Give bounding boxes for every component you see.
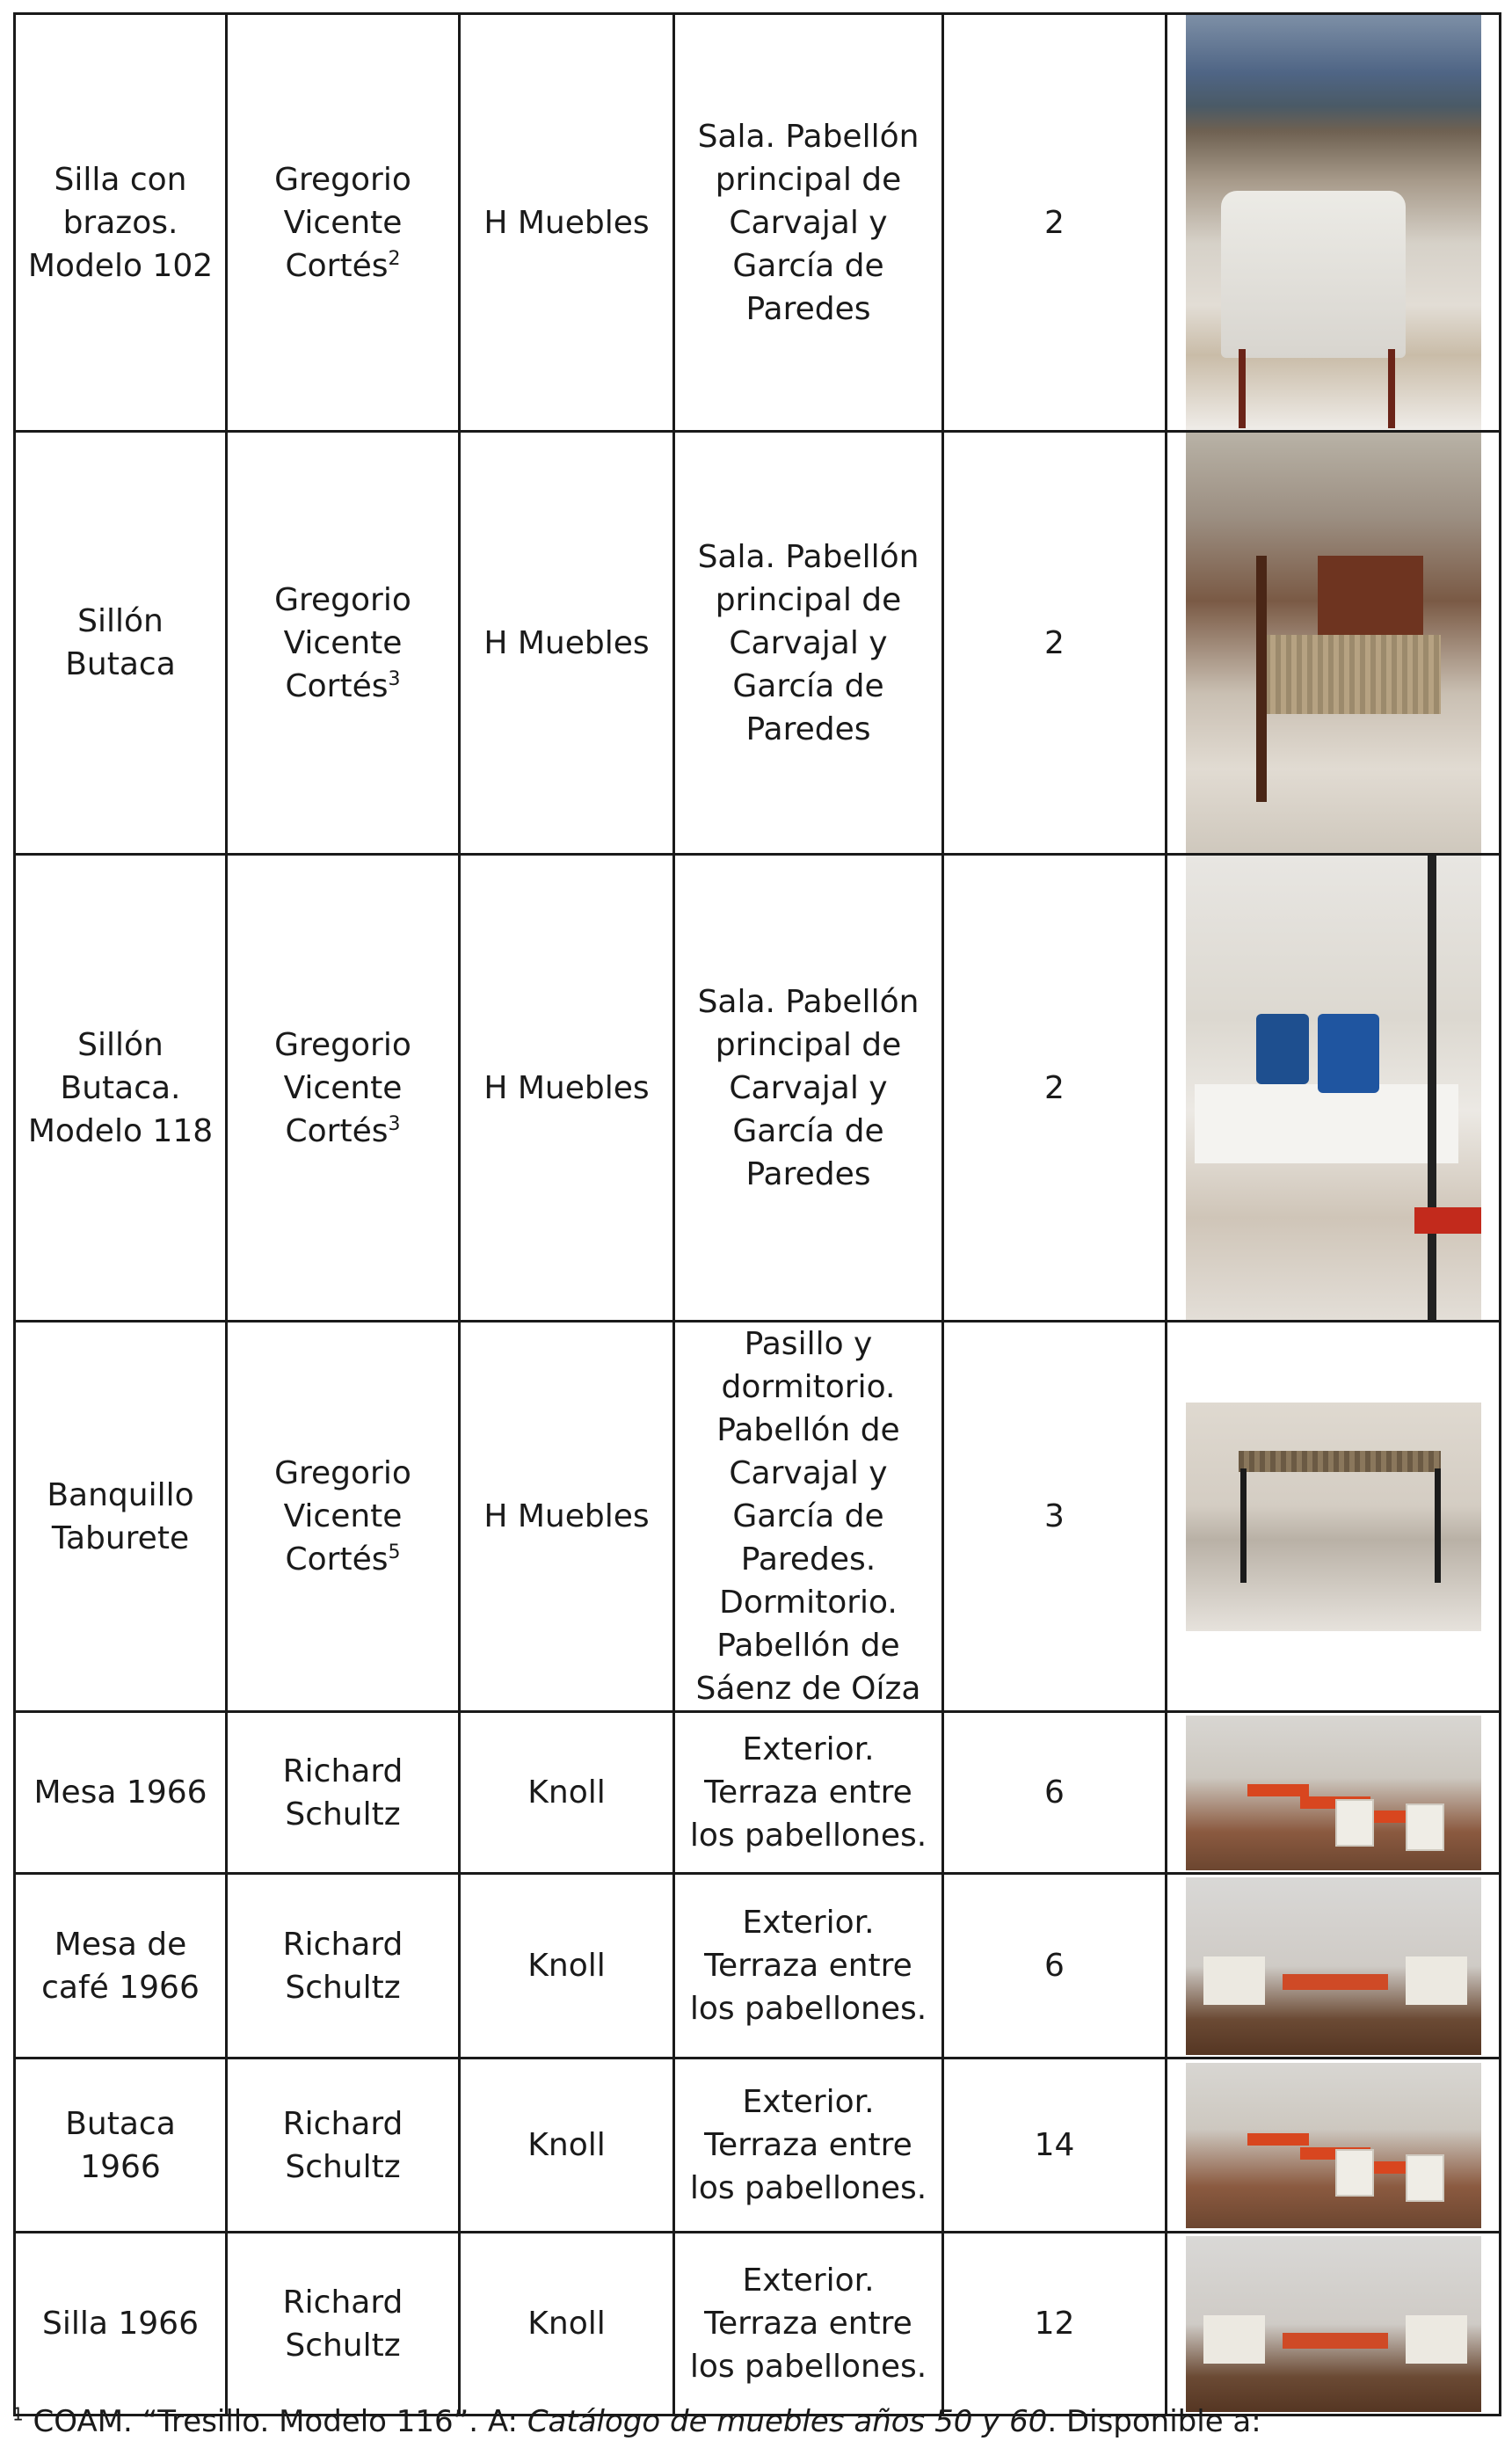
armchair-terrace-photo	[1186, 2063, 1481, 2228]
cell-manufacturer: Knoll	[460, 2058, 674, 2233]
cell-photo	[1167, 2233, 1501, 2415]
cell-quantity: 2	[943, 432, 1167, 855]
table-row	[15, 1712, 1501, 1874]
cell-manufacturer: H Muebles	[460, 14, 674, 432]
cell-name: Mesa de café 1966	[15, 1874, 227, 2058]
cell-name: Banquillo Taburete	[15, 1322, 227, 1712]
cell-photo	[1167, 2058, 1501, 2233]
terrace-tables-photo	[1186, 1716, 1481, 1870]
cell-quantity: 12	[943, 2233, 1167, 2415]
cell-name: Mesa 1966	[15, 1712, 227, 1874]
cell-location: Exterior. Terraza entre los pabellones.	[674, 1712, 943, 1874]
cell-manufacturer: H Muebles	[460, 432, 674, 855]
table-row	[15, 432, 1501, 855]
table-row	[15, 1322, 1501, 1712]
chair-photo	[1186, 2236, 1481, 2412]
cell-quantity: 6	[943, 1712, 1167, 1874]
cell-location: Exterior. Terraza entre los pabellones.	[674, 2233, 943, 2415]
cell-designer: Gregorio Vicente Cortés$^2$	[227, 14, 460, 432]
cell-location: Exterior. Terraza entre los pabellones.	[674, 1874, 943, 2058]
cell-photo	[1167, 1712, 1501, 1874]
cell-photo	[1167, 855, 1501, 1322]
cell-quantity: 6	[943, 1874, 1167, 2058]
footnote	[12, 2404, 1507, 2439]
cell-location: Sala. Pabellón principal de Carvajal y García de Paredes	[674, 855, 943, 1322]
stool-photo	[1186, 1403, 1481, 1631]
cell-name: Silla con brazos. Modelo 102	[15, 14, 227, 432]
cell-name: Silla 1966	[15, 2233, 227, 2415]
cell-quantity: 3	[943, 1322, 1167, 1712]
cell-name: Sillón Butaca	[15, 432, 227, 855]
table-row	[15, 855, 1501, 1322]
cell-manufacturer: H Muebles	[460, 1322, 674, 1712]
sofa-photo	[1186, 856, 1481, 1320]
cell-photo	[1167, 1322, 1501, 1712]
cell-manufacturer: H Muebles	[460, 855, 674, 1322]
footnote-text: COAM. “Tresillo. Modelo 116”. A:	[33, 2404, 527, 2439]
furniture-table	[13, 12, 1501, 2416]
footnote-title: Catálogo de muebles años 50 y 60	[527, 2404, 1048, 2439]
cell-designer: Richard Schultz	[227, 1712, 460, 1874]
cell-photo	[1167, 1874, 1501, 2058]
table-row	[15, 14, 1501, 432]
cell-designer: Richard Schultz	[227, 2233, 460, 2415]
cell-designer: Gregorio Vicente Cortés$^3$	[227, 855, 460, 1322]
cell-quantity: 14	[943, 2058, 1167, 2233]
cell-location: Sala. Pabellón principal de Carvajal y García de Paredes	[674, 432, 943, 855]
armchair-photo	[1186, 15, 1481, 430]
cell-location: Pasillo y dormitorio. Pabellón de Carvajal y García de Paredes. Dormitorio. Pabellón de Sáenz de Oíza	[674, 1322, 943, 1712]
lounge-chair-photo	[1186, 433, 1481, 853]
cell-location: Exterior. Terraza entre los pabellones.	[674, 2058, 943, 2233]
table-row	[15, 2058, 1501, 2233]
footnote-text-end: . Disponible a:	[1047, 2404, 1261, 2439]
cell-manufacturer: Knoll	[460, 1874, 674, 2058]
cell-location: Sala. Pabellón principal de Carvajal y García de Paredes	[674, 14, 943, 432]
table-row	[15, 2233, 1501, 2415]
cell-designer: Richard Schultz	[227, 1874, 460, 2058]
cell-photo	[1167, 432, 1501, 855]
cell-name: Sillón Butaca. Modelo 118	[15, 855, 227, 1322]
cell-designer: Richard Schultz	[227, 2058, 460, 2233]
cell-manufacturer: Knoll	[460, 1712, 674, 1874]
cell-manufacturer: Knoll	[460, 2233, 674, 2415]
cell-quantity: 2	[943, 855, 1167, 1322]
cell-quantity: 2	[943, 14, 1167, 432]
cell-designer: Gregorio Vicente Cortés$^5$	[227, 1322, 460, 1712]
cell-designer: Gregorio Vicente Cortés$^3$	[227, 432, 460, 855]
cell-name: Butaca 1966	[15, 2058, 227, 2233]
footnote-number: 1	[12, 2403, 24, 2425]
coffee-table-photo	[1186, 1877, 1481, 2055]
cell-photo	[1167, 14, 1501, 432]
table-row	[15, 1874, 1501, 2058]
